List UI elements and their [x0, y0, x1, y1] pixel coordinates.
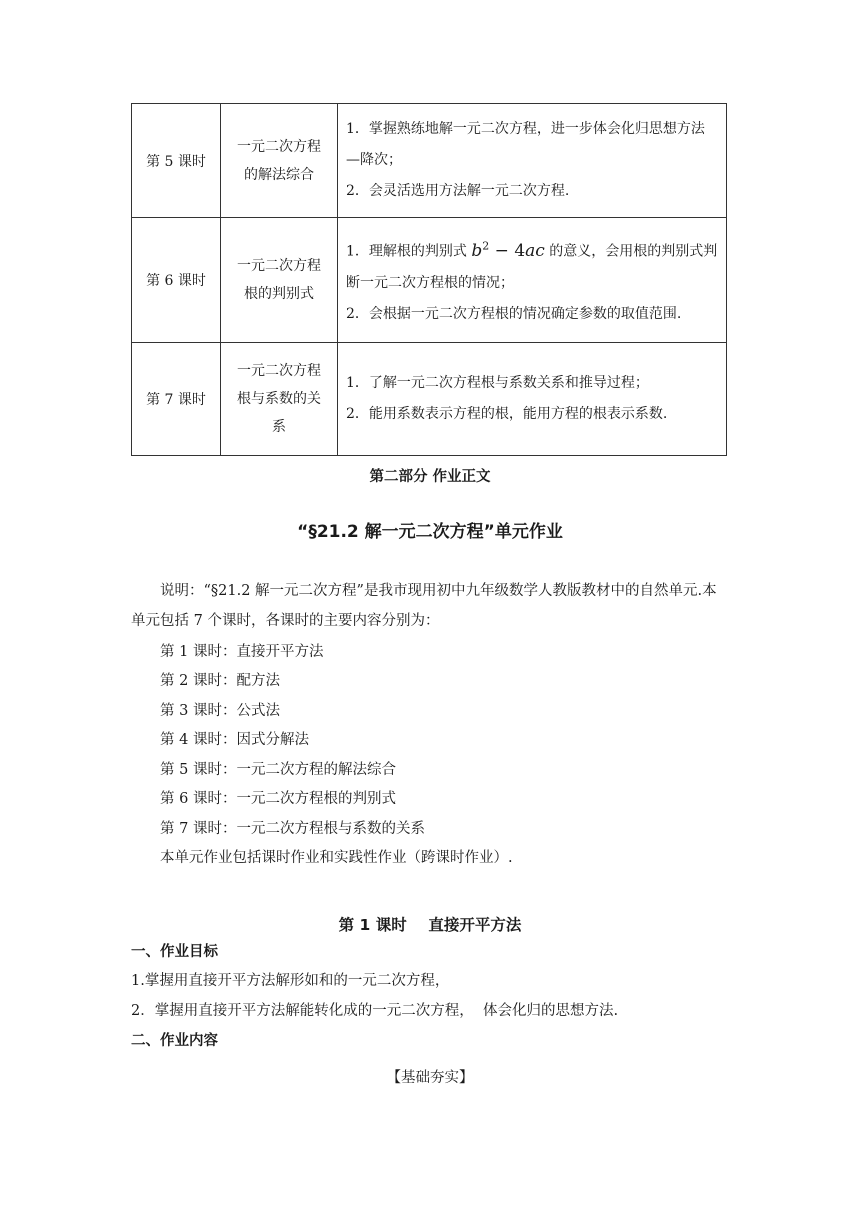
goal-item: 2．能用系数表示方程的根，能用方程的根表示系数. — [346, 406, 668, 422]
lesson-list-item: 第 5 课时：一元二次方程的解法综合 — [160, 762, 396, 778]
period-cell: 第 6 课时 — [132, 218, 221, 343]
unit-title: “§21.2 解一元二次方程”单元作业 — [297, 522, 563, 542]
formula-operator: − 4 — [489, 240, 526, 261]
goal-suffix: 的意义，会用根的判别式判断一元二次方程根的情况； — [346, 243, 718, 291]
lesson-list-item: 第 6 课时：一元二次方程根的判别式 — [160, 791, 396, 807]
goal-item: 2．会根据一元二次方程根的情况确定参数的取值范围. — [346, 305, 682, 322]
goal-item: 1．掌握熟练地解一元二次方程，进一步体会化归思想方法—降次； — [346, 121, 705, 168]
goal-item — [346, 230, 718, 299]
topic-line: 一元二次方程 — [237, 363, 321, 379]
block-label: 【基础夯实】 — [386, 1070, 474, 1086]
part-title: 第二部分 作业正文 — [369, 469, 491, 485]
goals-cell — [338, 343, 727, 456]
lesson-list-item: 第 4 课时：因式分解法 — [160, 732, 309, 748]
intro-paragraph: 说明：“§21.2 解一元二次方程”是我市现用初中九年级数学人教版教材中的自然单元.本单元包括 7 个课时，各课时的主要内容分别为： — [131, 583, 717, 629]
topic-line: 一元二次方程 — [237, 258, 321, 274]
formula-variables: ac — [525, 240, 545, 261]
section-heading-content: 二、作业内容 — [131, 1033, 218, 1049]
goal-line: 2．掌握用直接开平方法解能转化成的一元二次方程， 体会化归的思想方法. — [131, 1003, 619, 1019]
topic-line: 的解法综合 — [244, 166, 314, 183]
summary-text: 本单元作业包括课时作业和实践性作业（跨课时作业）. — [160, 850, 513, 866]
period-cell: 第 7 课时 — [132, 343, 221, 456]
topic-line: 系 — [272, 419, 286, 435]
period-cell: 第 5 课时 — [132, 104, 221, 218]
lesson-list-item: 第 2 课时：配方法 — [160, 673, 280, 689]
section-heading-goals: 一、作业目标 — [131, 944, 218, 960]
topic-line: 根的判别式 — [244, 286, 314, 302]
topic-line: 根与系数的关 — [237, 391, 321, 407]
lesson-list-item: 第 1 课时：直接开平方法 — [160, 644, 324, 660]
goal-line: 1.掌握用直接开平方法解形如和的一元二次方程， — [131, 973, 450, 989]
table-row — [132, 104, 727, 218]
formula-exponent: 2 — [482, 239, 490, 253]
lesson-list-item: 第 3 课时：公式法 — [160, 703, 280, 719]
topic-line: 一元二次方程 — [237, 138, 321, 155]
discriminant-formula — [471, 241, 544, 261]
goals-cell — [338, 104, 727, 218]
goal-prefix: 1．理解根的判别式 — [346, 243, 467, 260]
goal-item: 1．了解一元二次方程根与系数关系和推导过程； — [346, 375, 649, 391]
lesson-list-item: 第 7 课时：一元二次方程根与系数的关系 — [160, 821, 425, 837]
topic-cell — [221, 343, 338, 456]
table-row — [132, 343, 727, 456]
goal-item: 2．会灵活选用方法解一元二次方程. — [346, 183, 570, 199]
goals-cell — [338, 218, 727, 343]
topic-cell — [221, 218, 338, 343]
table-row — [132, 218, 727, 343]
topic-cell — [221, 104, 338, 218]
formula-base: b — [471, 240, 483, 261]
lesson-plan-table — [131, 103, 727, 456]
lesson1-title: 第 1 课时 直接开平方法 — [338, 916, 522, 934]
